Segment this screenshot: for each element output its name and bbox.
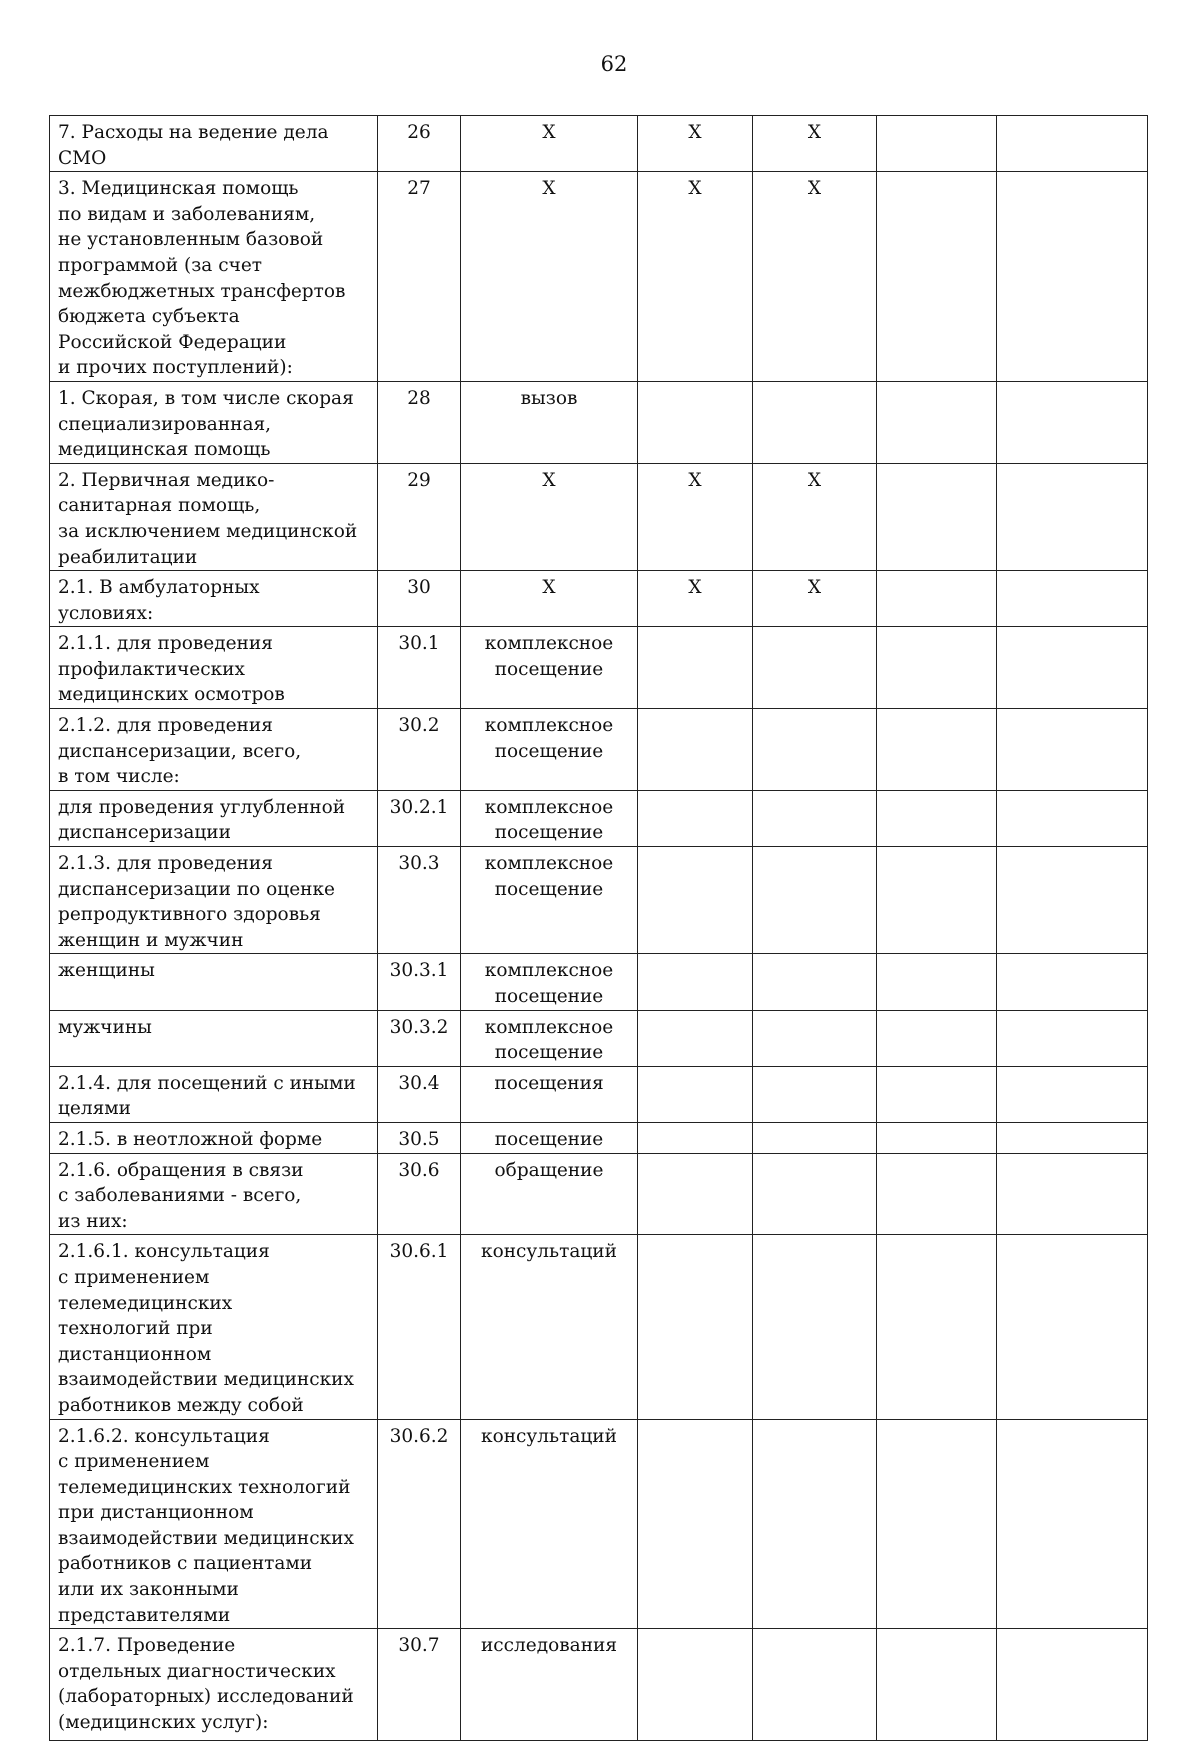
row-value-1-cell <box>638 1235 753 1419</box>
row-value-4-cell <box>997 954 1148 1010</box>
row-value-3-cell <box>877 172 997 382</box>
row-unit-cell: комплексное посещение <box>461 954 638 1010</box>
row-value-4-cell <box>997 1010 1148 1066</box>
row-value-2-cell <box>753 627 877 709</box>
row-value-4-cell <box>997 381 1148 463</box>
row-value-4-cell <box>997 1629 1148 1741</box>
table-row <box>50 790 1148 846</box>
row-value-3-cell <box>877 627 997 709</box>
row-code-cell: 30.3.1 <box>378 954 461 1010</box>
row-value-3-cell <box>877 1153 997 1235</box>
row-value-4-cell <box>997 709 1148 791</box>
row-value-1-cell <box>638 1122 753 1153</box>
row-name-cell: 2. Первичная медико- санитарная помощь, за исключением медицинской реабилитации <box>50 463 378 570</box>
row-value-3-cell <box>877 1629 997 1741</box>
row-value-1-cell <box>638 1010 753 1066</box>
row-code-cell: 30.6 <box>378 1153 461 1235</box>
page-number: 62 <box>600 52 628 76</box>
row-value-2-cell: Х <box>753 463 877 570</box>
row-value-1-cell <box>638 1066 753 1122</box>
table-row <box>50 627 1148 709</box>
row-value-4-cell <box>997 1066 1148 1122</box>
row-value-2-cell: Х <box>753 571 877 627</box>
row-name-cell: 2.1.6.1. консультация с применением телемедицинских технологий при дистанционном взаимодействии медицинских работников между собой <box>50 1235 378 1419</box>
table-row <box>50 1235 1148 1419</box>
row-value-2-cell: Х <box>753 116 877 172</box>
row-value-4-cell <box>997 1153 1148 1235</box>
row-code-cell: 30.5 <box>378 1122 461 1153</box>
row-unit-cell: консультаций <box>461 1235 638 1419</box>
row-unit-cell: комплексное посещение <box>461 627 638 709</box>
row-code-cell: 30.7 <box>378 1629 461 1741</box>
row-value-2-cell <box>753 1153 877 1235</box>
row-name-cell: 2.1. В амбулаторных условиях: <box>50 571 378 627</box>
row-value-3-cell <box>877 463 997 570</box>
row-value-3-cell <box>877 571 997 627</box>
row-name-cell: 2.1.7. Проведение отдельных диагностических (лабораторных) исследований (медицинских услуг): <box>50 1629 378 1741</box>
row-value-3-cell <box>877 1122 997 1153</box>
row-name-cell: 2.1.3. для проведения диспансеризации по оценке репродуктивного здоровья женщин и мужчин <box>50 847 378 954</box>
row-value-2-cell <box>753 1122 877 1153</box>
row-value-1-cell <box>638 627 753 709</box>
row-value-2-cell <box>753 381 877 463</box>
row-value-1-cell: Х <box>638 116 753 172</box>
row-value-4-cell <box>997 571 1148 627</box>
row-unit-cell: посещения <box>461 1066 638 1122</box>
row-unit-cell: комплексное посещение <box>461 847 638 954</box>
row-unit-cell: Х <box>461 116 638 172</box>
table-row <box>50 116 1148 172</box>
row-name-cell: мужчины <box>50 1010 378 1066</box>
row-code-cell: 30.4 <box>378 1066 461 1122</box>
row-value-1-cell <box>638 1419 753 1629</box>
table-row <box>50 1066 1148 1122</box>
row-value-3-cell <box>877 790 997 846</box>
row-value-1-cell <box>638 1153 753 1235</box>
row-value-4-cell <box>997 463 1148 570</box>
row-name-cell: 3. Медицинская помощь по видам и заболеваниям, не установленным базовой программой (за счет межбюджетных трансфертов бюджета субъекта Российской Федерации и прочих поступлений): <box>50 172 378 382</box>
row-value-3-cell <box>877 1419 997 1629</box>
table-row <box>50 1010 1148 1066</box>
row-value-4-cell <box>997 116 1148 172</box>
row-value-4-cell <box>997 847 1148 954</box>
row-value-1-cell: Х <box>638 172 753 382</box>
row-value-3-cell <box>877 847 997 954</box>
row-code-cell: 30.2.1 <box>378 790 461 846</box>
row-unit-cell: комплексное посещение <box>461 1010 638 1066</box>
row-value-1-cell <box>638 954 753 1010</box>
table-row <box>50 571 1148 627</box>
row-code-cell: 30.3 <box>378 847 461 954</box>
row-value-4-cell <box>997 790 1148 846</box>
row-unit-cell: обращение <box>461 1153 638 1235</box>
row-value-2-cell <box>753 847 877 954</box>
row-value-4-cell <box>997 627 1148 709</box>
table-row <box>50 463 1148 570</box>
row-name-cell: 7. Расходы на ведение дела СМО <box>50 116 378 172</box>
row-value-1-cell <box>638 1629 753 1741</box>
row-value-4-cell <box>997 1235 1148 1419</box>
row-value-4-cell <box>997 1122 1148 1153</box>
row-value-2-cell <box>753 790 877 846</box>
row-code-cell: 28 <box>378 381 461 463</box>
row-name-cell: 1. Скорая, в том числе скорая специализированная, медицинская помощь <box>50 381 378 463</box>
row-code-cell: 29 <box>378 463 461 570</box>
row-value-2-cell <box>753 1010 877 1066</box>
row-unit-cell: исследования <box>461 1629 638 1741</box>
data-table <box>49 115 1148 1741</box>
row-unit-cell: вызов <box>461 381 638 463</box>
row-code-cell: 26 <box>378 116 461 172</box>
table-row <box>50 1153 1148 1235</box>
row-value-3-cell <box>877 1235 997 1419</box>
row-value-1-cell: Х <box>638 571 753 627</box>
row-code-cell: 30 <box>378 571 461 627</box>
row-value-4-cell <box>997 1419 1148 1629</box>
table-row <box>50 1122 1148 1153</box>
table-row <box>50 709 1148 791</box>
row-value-1-cell <box>638 709 753 791</box>
row-value-2-cell <box>753 1419 877 1629</box>
row-code-cell: 27 <box>378 172 461 382</box>
row-unit-cell: комплексное посещение <box>461 790 638 846</box>
row-value-2-cell <box>753 1066 877 1122</box>
row-value-1-cell <box>638 790 753 846</box>
row-value-3-cell <box>877 1010 997 1066</box>
row-name-cell: 2.1.6. обращения в связи с заболеваниями - всего, из них: <box>50 1153 378 1235</box>
row-name-cell: 2.1.5. в неотложной форме <box>50 1122 378 1153</box>
row-code-cell: 30.2 <box>378 709 461 791</box>
row-code-cell: 30.1 <box>378 627 461 709</box>
table-row <box>50 172 1148 382</box>
row-value-1-cell <box>638 847 753 954</box>
row-value-2-cell <box>753 954 877 1010</box>
row-value-3-cell <box>877 1066 997 1122</box>
row-unit-cell: Х <box>461 172 638 382</box>
row-unit-cell: комплексное посещение <box>461 709 638 791</box>
row-value-2-cell <box>753 1235 877 1419</box>
row-value-1-cell <box>638 381 753 463</box>
row-value-4-cell <box>997 172 1148 382</box>
row-unit-cell: посещение <box>461 1122 638 1153</box>
row-value-1-cell: Х <box>638 463 753 570</box>
row-name-cell: 2.1.4. для посещений с иными целями <box>50 1066 378 1122</box>
row-unit-cell: консультаций <box>461 1419 638 1629</box>
row-code-cell: 30.6.2 <box>378 1419 461 1629</box>
table-row <box>50 1629 1148 1741</box>
row-value-3-cell <box>877 116 997 172</box>
row-name-cell: 2.1.6.2. консультация с применением телемедицинских технологий при дистанционном взаимодействии медицинских работников с пациентами или их законными представителями <box>50 1419 378 1629</box>
row-value-3-cell <box>877 954 997 1010</box>
row-code-cell: 30.6.1 <box>378 1235 461 1419</box>
row-name-cell: женщины <box>50 954 378 1010</box>
row-value-2-cell <box>753 709 877 791</box>
row-value-2-cell: Х <box>753 172 877 382</box>
table-row <box>50 954 1148 1010</box>
table-row <box>50 847 1148 954</box>
row-code-cell: 30.3.2 <box>378 1010 461 1066</box>
row-value-2-cell <box>753 1629 877 1741</box>
row-name-cell: 2.1.2. для проведения диспансеризации, всего, в том числе: <box>50 709 378 791</box>
table-row <box>50 1419 1148 1629</box>
row-value-3-cell <box>877 381 997 463</box>
row-name-cell: для проведения углубленной диспансеризации <box>50 790 378 846</box>
row-value-3-cell <box>877 709 997 791</box>
table-row <box>50 381 1148 463</box>
row-unit-cell: Х <box>461 463 638 570</box>
row-name-cell: 2.1.1. для проведения профилактических медицинских осмотров <box>50 627 378 709</box>
row-unit-cell: Х <box>461 571 638 627</box>
